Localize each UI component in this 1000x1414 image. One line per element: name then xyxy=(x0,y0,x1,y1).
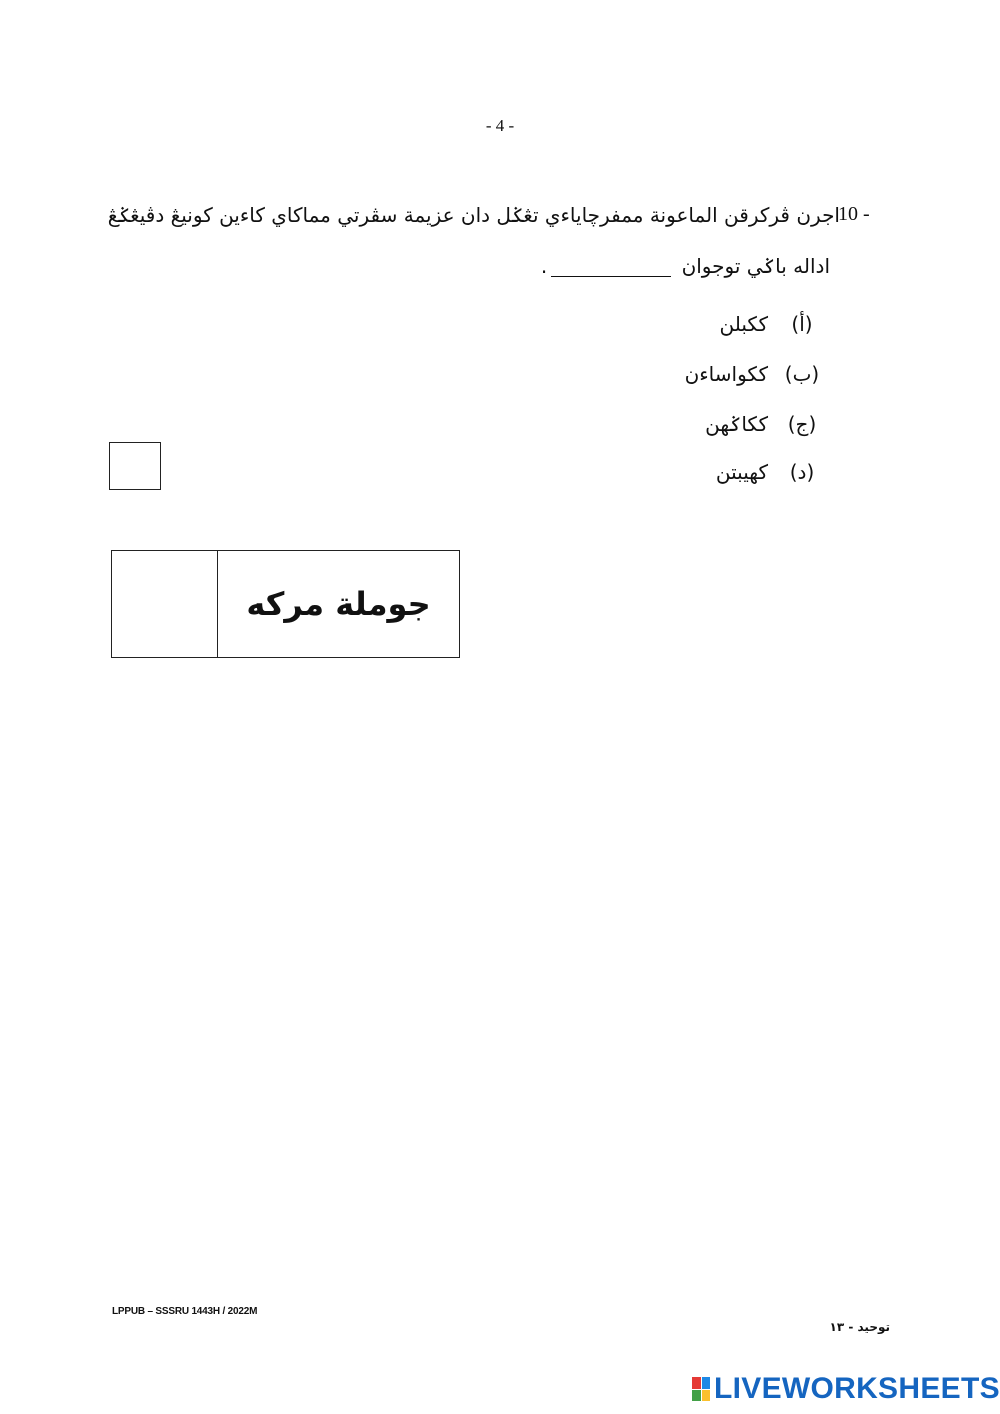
option-c[interactable] xyxy=(522,412,822,436)
question-text-line2 xyxy=(330,254,830,278)
answer-blank[interactable] xyxy=(551,276,671,277)
option-c-text: ککاݢهن xyxy=(705,412,768,436)
liveworksheets-brand xyxy=(692,1372,1000,1406)
page-number: - 4 - xyxy=(485,116,515,135)
question-text-line2-suffix: . xyxy=(540,254,548,278)
option-b-text: ککواساءن xyxy=(684,362,768,386)
option-d-text: کهيبتن xyxy=(715,460,768,484)
question-text-line2-prefix: اداله باݢي توجوان xyxy=(681,254,830,278)
footer-subject: توحيد - ١٣ xyxy=(829,1320,890,1334)
score-input-cell[interactable] xyxy=(112,551,218,657)
liveworksheets-logo-icon xyxy=(692,1377,710,1401)
brand-text: LIVEWORKSHEETS xyxy=(714,1372,1000,1405)
option-a-text: ککبلن xyxy=(719,312,768,336)
option-d[interactable] xyxy=(522,460,822,484)
option-d-letter: (د) xyxy=(789,460,815,484)
option-a[interactable] xyxy=(522,312,822,336)
question-number: 10 - xyxy=(838,203,870,225)
option-a-letter: (أ) xyxy=(791,312,813,336)
score-table xyxy=(111,550,460,658)
option-b-letter: (ب) xyxy=(784,362,820,386)
score-label: جوملة مرکه xyxy=(246,585,431,623)
question-text-line1: اجرن ڤرکرقن الماعونة ممفرچاياءي تڠݢل دان عزيمة سڤرتي مماکاي کاءين کونيڠ دڤيڠݢڠ xyxy=(107,203,840,227)
option-c-letter: (ج) xyxy=(787,412,817,436)
answer-box[interactable] xyxy=(109,442,161,490)
footer-exam-code: LPPUB – SSSRU 1443H / 2022M xyxy=(112,1306,258,1317)
option-b[interactable] xyxy=(522,362,822,386)
